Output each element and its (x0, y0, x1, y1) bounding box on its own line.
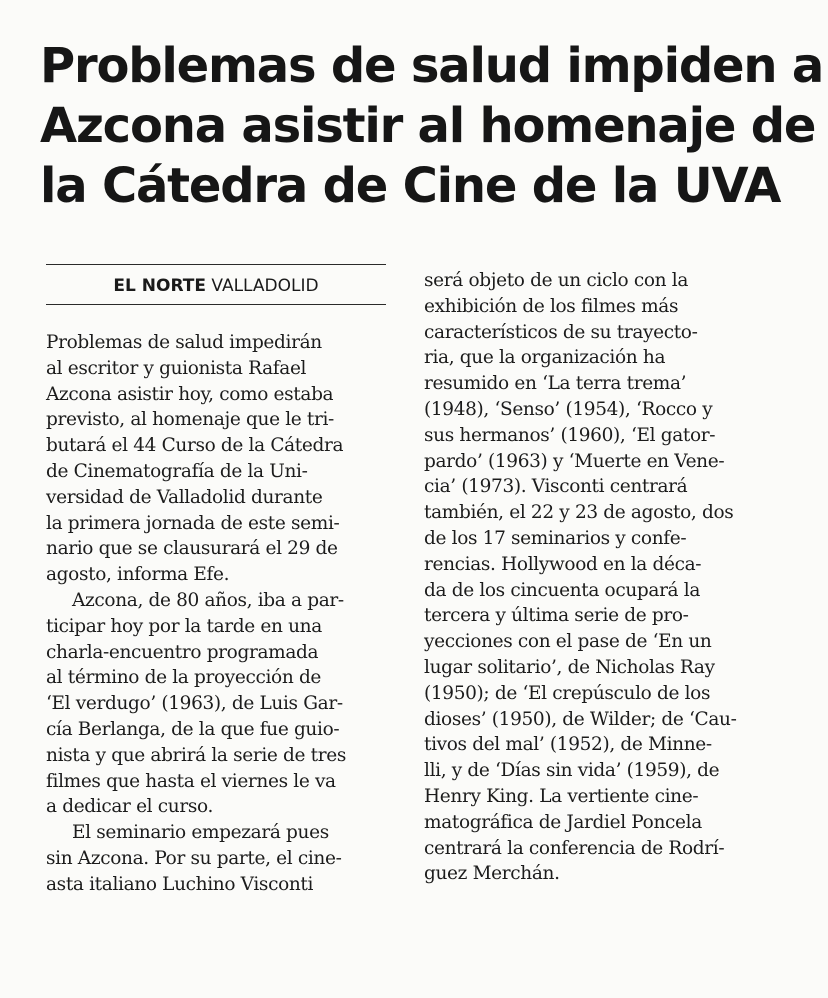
text-line: ‘El verdugo’ (1963), de Luis Gar- (46, 693, 343, 715)
text-line: versidad de Valladolid durante (46, 486, 323, 508)
text-line: guez Merchán. (424, 863, 560, 885)
text-line: charla-encuentro programada (46, 641, 319, 663)
text-line: será objeto de un ciclo con la (424, 270, 689, 291)
text-line: El seminario empezará pues (72, 822, 329, 844)
text-line: Henry King. La vertiente cine- (424, 785, 699, 807)
text-line: tercera y última serie de pro- (424, 605, 689, 627)
text-line: cia’ (1973). Visconti centrará (424, 476, 688, 498)
text-line: ticipar hoy por la tarde en una (46, 615, 322, 637)
byline-bottom-rule (46, 304, 386, 305)
text-line: dioses’ (1950), de Wilder; de ‘Cau- (424, 708, 737, 730)
text-line: de Cinematografía de la Uni- (46, 460, 308, 482)
byline-paper: EL NORTE (113, 276, 206, 296)
text-line: Azcona asistir hoy, como estaba (46, 383, 334, 405)
text-line: a dedicar el curso. (46, 796, 213, 818)
text-line: previsto, al homenaje que le tri- (46, 409, 334, 431)
paragraph (46, 588, 391, 820)
text-line: asta italiano Luchino Visconti (46, 873, 314, 895)
text-line: cía Berlanga, de la que fue guio- (46, 718, 340, 740)
text-line: lli, y de ‘Días sin vida’ (1959), de (424, 760, 720, 782)
text-line: sin Azcona. Por su parte, el cine- (46, 847, 342, 869)
article-left-column (46, 330, 391, 898)
text-line: (1950); de ‘El crepúsculo de los (424, 682, 711, 704)
text-line: ria, que la organización ha (424, 347, 666, 369)
paragraph (46, 330, 391, 588)
text-line: al escritor y guionista Rafael (46, 357, 307, 379)
byline-place: VALLADOLID (211, 276, 319, 296)
text-line: yecciones con el pase de ‘En un (424, 631, 712, 653)
headline-line: Azcona asistir al homenaje de (40, 98, 816, 154)
text-line: exhibición de los filmes más (424, 295, 679, 317)
text-line: al término de la proyección de (46, 667, 322, 689)
text-line: tivos del mal’ (1952), de Minne- (424, 734, 712, 756)
headline (40, 36, 824, 216)
byline (46, 276, 386, 296)
text-line: también, el 22 y 23 de agosto, dos (424, 502, 734, 524)
text-line: matográfica de Jardiel Poncela (424, 811, 702, 833)
paragraph (46, 820, 391, 897)
text-line: filmes que hasta el viernes le va (46, 770, 336, 792)
text-line: da de los cincuenta ocupará la (424, 579, 701, 601)
text-line: resumido en ‘La terra trema’ (424, 373, 687, 395)
article-right-column (424, 268, 769, 887)
text-line: butará el 44 Curso de la Cátedra (46, 435, 344, 457)
text-line: característicos de su trayecto- (424, 321, 698, 343)
text-line: lugar solitario’, de Nicholas Ray (424, 656, 715, 678)
headline-line: la Cátedra de Cine de la UVA (40, 158, 781, 214)
text-line: Problemas de salud impedirán (46, 332, 322, 353)
text-line: la primera jornada de este semi- (46, 512, 340, 534)
text-line: nario que se clausurará el 29 de (46, 538, 338, 560)
text-line: rencias. Hollywood en la déca- (424, 553, 702, 575)
text-line: (1948), ‘Senso’ (1954), ‘Rocco y (424, 398, 713, 420)
byline-top-rule (46, 264, 386, 265)
text-line: sus hermanos’ (1960), ‘El gator- (424, 424, 716, 446)
text-line: pardo’ (1963) y ‘Muerte en Vene- (424, 450, 725, 472)
text-line: Azcona, de 80 años, iba a par- (72, 589, 344, 611)
text-line: agosto, informa Efe. (46, 564, 230, 586)
text-line: nista y que abrirá la serie de tres (46, 744, 346, 766)
text-line: centrará la conferencia de Rodrí- (424, 837, 725, 859)
text-line: de los 17 seminarios y confe- (424, 527, 687, 549)
headline-line: Problemas de salud impiden a (40, 38, 824, 94)
